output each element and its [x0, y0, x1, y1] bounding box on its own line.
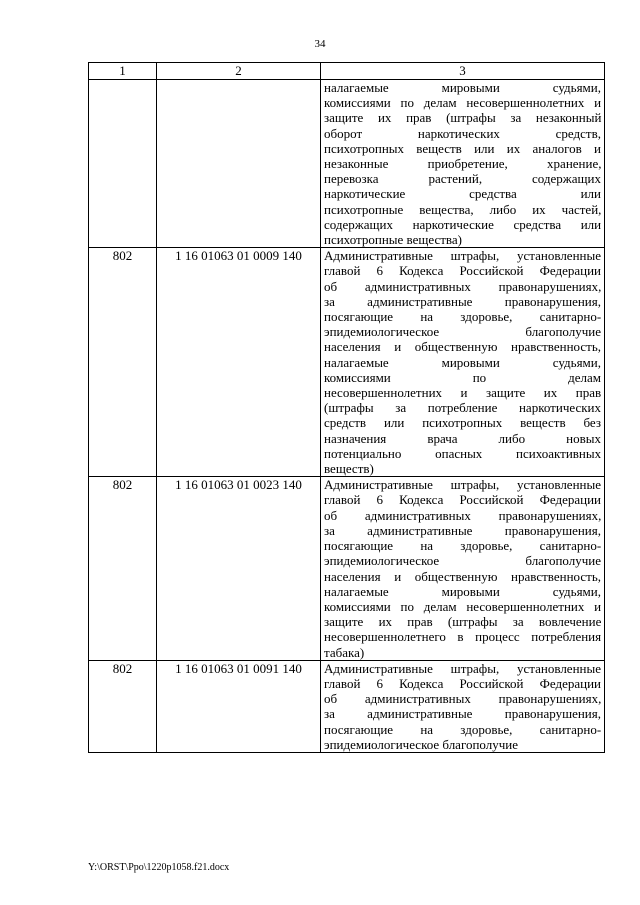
table-row	[89, 248, 605, 477]
admin-code-cell	[89, 80, 157, 248]
description-line: населения и общественную нравственность,	[324, 568, 601, 584]
description-line: защите их прав (штрафы за вовлечение	[324, 614, 602, 630]
description-line: психотропных веществ или их аналогов и	[324, 140, 601, 156]
footer-file-path: Y:\ORST\Ppo\1220p1058.f21.docx	[88, 862, 230, 873]
description-cell	[321, 660, 605, 752]
description-line: назначения врача либо новых	[324, 430, 601, 446]
description-line: за административные правонарушения,	[324, 293, 601, 309]
admin-code-cell: 802	[89, 477, 157, 660]
description-line: об административных правонарушениях,	[324, 507, 602, 523]
description-line: табака)	[324, 644, 365, 660]
table-header-row	[89, 63, 605, 80]
budget-classification-table	[88, 62, 605, 753]
description-line: главой 6 Кодекса Российской Федерации	[324, 492, 601, 508]
description-line: защите их прав (штрафы за незаконный	[324, 110, 602, 126]
description-line: потенциально опасных психоактивных	[324, 445, 602, 461]
description-line: за административные правонарушения,	[324, 706, 601, 722]
description-cell	[321, 477, 605, 660]
page-number: 34	[314, 38, 326, 50]
description-line: оборот наркотических средств,	[324, 125, 601, 141]
description-line: посягающие на здоровье, санитарно-	[324, 309, 602, 325]
kbk-code-cell: 1 16 01063 01 0023 140	[157, 477, 321, 660]
column-header-3: 3	[321, 63, 605, 80]
description-line: за административные правонарушения,	[324, 522, 601, 538]
description-line: налагаемые мировыми судьями,	[324, 583, 601, 599]
description-line: об административных правонарушениях,	[324, 691, 602, 707]
description-line: эпидемиологическое благополучие	[324, 553, 601, 569]
description-line: психотропные вещества, либо их частей,	[324, 201, 602, 217]
description-line: несовершеннолетних и защите их прав	[324, 385, 602, 401]
table-row	[89, 80, 605, 248]
description-line: налагаемые мировыми судьями,	[324, 80, 601, 95]
description-line: содержащих наркотические средства или	[324, 216, 602, 232]
description-line: Административные штрафы, установленные	[324, 660, 601, 676]
description-cell	[321, 248, 605, 477]
description-line: населения и общественную нравственность,	[324, 339, 601, 355]
description-line: Административные штрафы, установленные	[324, 477, 601, 493]
description-line: об административных правонарушениях,	[324, 278, 602, 294]
kbk-code-cell	[157, 80, 321, 248]
description-cell	[321, 80, 605, 248]
column-header-1: 1	[89, 63, 157, 80]
description-line: Административные штрафы, установленные	[324, 248, 601, 264]
admin-code-cell: 802	[89, 248, 157, 477]
description-line: эпидемиологическое благополучие	[324, 324, 601, 340]
description-line: психотропные вещества)	[324, 232, 462, 248]
kbk-code-cell: 1 16 01063 01 0091 140	[157, 660, 321, 752]
description-line: налагаемые мировыми судьями,	[324, 354, 601, 370]
description-line: комиссиями по делам несовершеннолетних и	[324, 95, 602, 111]
table-body	[89, 80, 605, 753]
description-line: веществ)	[324, 461, 374, 477]
admin-code-cell: 802	[89, 660, 157, 752]
description-line: наркотические средства или	[324, 186, 601, 202]
kbk-code-cell: 1 16 01063 01 0009 140	[157, 248, 321, 477]
description-line: незаконные приобретение, хранение,	[324, 156, 602, 172]
description-line: перевозка растений, содержащих	[324, 171, 601, 187]
column-header-2: 2	[157, 63, 321, 80]
description-line: (штрафы за потребление наркотических	[324, 400, 601, 416]
table-row	[89, 660, 605, 752]
description-line: средств или психотропных веществ без	[324, 415, 601, 431]
table-row	[89, 477, 605, 660]
description-line: главой 6 Кодекса Российской Федерации	[324, 675, 601, 691]
description-line: комиссиями по делам	[324, 369, 601, 385]
description-line: посягающие на здоровье, санитарно-	[324, 721, 602, 737]
description-line: главой 6 Кодекса Российской Федерации	[324, 263, 601, 279]
description-line: эпидемиологическое благополучие	[324, 736, 518, 752]
description-line: комиссиями по делам несовершеннолетних и	[324, 598, 602, 614]
description-line: посягающие на здоровье, санитарно-	[324, 538, 602, 554]
description-line: несовершеннолетнего в процесс потребления	[324, 629, 602, 645]
